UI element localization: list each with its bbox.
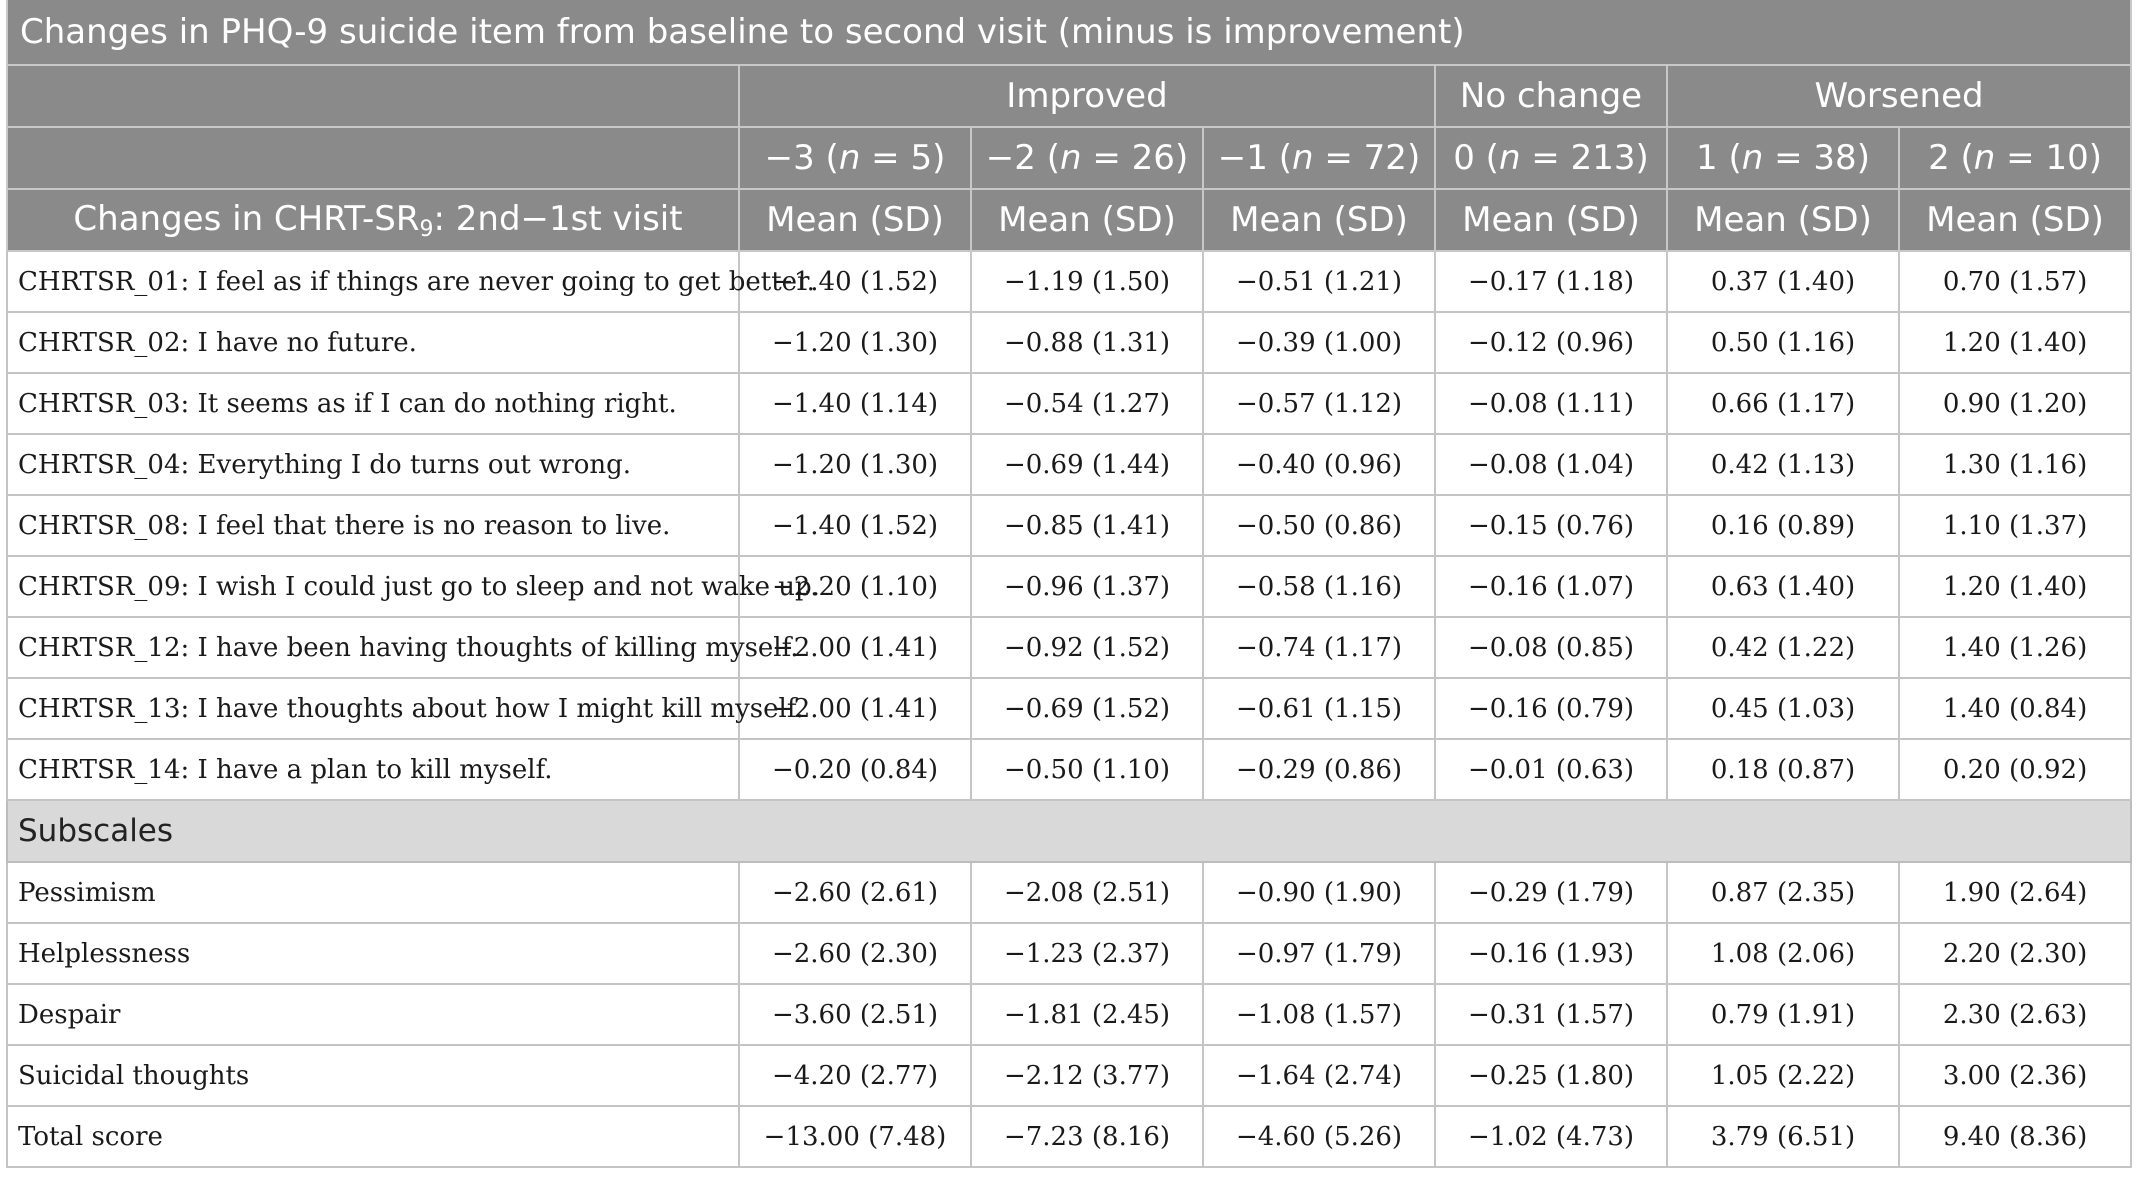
row-label: CHRTSR_03: It seems as if I can do nothing right. xyxy=(7,373,739,434)
table-cell: −0.74 (1.17) xyxy=(1203,617,1435,678)
table-cell: −0.01 (0.63) xyxy=(1435,739,1667,800)
row-label: Despair xyxy=(7,984,739,1045)
subscales-heading: Subscales xyxy=(7,800,2131,862)
row-label: CHRTSR_14: I have a plan to kill myself. xyxy=(7,739,739,800)
change-value-header: −3 (n = 5) xyxy=(739,127,971,189)
change-value: 2 xyxy=(1928,138,1950,178)
table-cell: −0.29 (1.79) xyxy=(1435,862,1667,923)
table-cell: −0.08 (1.11) xyxy=(1435,373,1667,434)
table-cell: 1.40 (0.84) xyxy=(1899,678,2131,739)
table-cell: −3.60 (2.51) xyxy=(739,984,971,1045)
table-cell: −2.12 (3.77) xyxy=(971,1045,1203,1106)
item-row xyxy=(7,495,2131,556)
table-cell: −7.23 (8.16) xyxy=(971,1106,1203,1167)
row-label: CHRTSR_01: I feel as if things are never going to get better. xyxy=(7,251,739,312)
table-cell: −0.12 (0.96) xyxy=(1435,312,1667,373)
table-cell: 0.42 (1.13) xyxy=(1667,434,1899,495)
change-value: −2 xyxy=(985,138,1036,178)
table-cell: 3.00 (2.36) xyxy=(1899,1045,2131,1106)
subscale-row xyxy=(7,1045,2131,1106)
stat-header: Mean (SD) xyxy=(739,189,971,251)
item-row xyxy=(7,678,2131,739)
group-improved: Improved xyxy=(739,65,1435,127)
table-cell: 1.30 (1.16) xyxy=(1899,434,2131,495)
table-cell: −1.20 (1.30) xyxy=(739,312,971,373)
sample-size: 213 xyxy=(1570,138,1636,178)
table-cell: −0.25 (1.80) xyxy=(1435,1045,1667,1106)
change-value-header: 0 (n = 213) xyxy=(1435,127,1667,189)
table-cell: −2.08 (2.51) xyxy=(971,862,1203,923)
item-row xyxy=(7,373,2131,434)
table-cell: −1.81 (2.45) xyxy=(971,984,1203,1045)
group-no-change: No change xyxy=(1435,65,1667,127)
table-cell: −0.08 (0.85) xyxy=(1435,617,1667,678)
table-cell: −0.57 (1.12) xyxy=(1203,373,1435,434)
item-row xyxy=(7,434,2131,495)
change-value: 0 xyxy=(1453,138,1475,178)
row-label: CHRTSR_13: I have thoughts about how I might kill myself. xyxy=(7,678,739,739)
table-cell: −0.58 (1.16) xyxy=(1203,556,1435,617)
table-cell: 0.70 (1.57) xyxy=(1899,251,2131,312)
table-cell: −0.92 (1.52) xyxy=(971,617,1203,678)
sample-size: 26 xyxy=(1131,138,1175,178)
n-symbol: n xyxy=(1741,138,1764,178)
table-cell: −0.31 (1.57) xyxy=(1435,984,1667,1045)
item-row xyxy=(7,617,2131,678)
row-label: Total score xyxy=(7,1106,739,1167)
subscales-section-row xyxy=(7,800,2131,862)
row-header-label xyxy=(7,189,739,251)
n-symbol: n xyxy=(1973,138,1996,178)
results-table xyxy=(6,0,2132,1168)
table-cell: −0.16 (0.79) xyxy=(1435,678,1667,739)
row-header-prefix: Changes in CHRT-SR xyxy=(73,198,420,239)
table-cell: 0.20 (0.92) xyxy=(1899,739,2131,800)
change-value: −3 xyxy=(764,138,815,178)
stat-header: Mean (SD) xyxy=(971,189,1203,251)
table-cell: 1.10 (1.37) xyxy=(1899,495,2131,556)
row-label: CHRTSR_09: I wish I could just go to sleep and not wake up. xyxy=(7,556,739,617)
table-cell: −4.20 (2.77) xyxy=(739,1045,971,1106)
change-value-header: −1 (n = 72) xyxy=(1203,127,1435,189)
table-cell: 0.63 (1.40) xyxy=(1667,556,1899,617)
n-symbol: n xyxy=(1292,138,1314,178)
table-cell: −13.00 (7.48) xyxy=(739,1106,971,1167)
table-cell: 1.90 (2.64) xyxy=(1899,862,2131,923)
table-cell: −0.08 (1.04) xyxy=(1435,434,1667,495)
row-label: Helplessness xyxy=(7,923,739,984)
stat-header: Mean (SD) xyxy=(1899,189,2131,251)
table-cell: −2.60 (2.61) xyxy=(739,862,971,923)
change-value: 1 xyxy=(1696,138,1718,178)
table-cell: −0.61 (1.15) xyxy=(1203,678,1435,739)
row-label: Suicidal thoughts xyxy=(7,1045,739,1106)
table-cell: −0.50 (1.10) xyxy=(971,739,1203,800)
table-cell: 1.20 (1.40) xyxy=(1899,556,2131,617)
stat-header: Mean (SD) xyxy=(1435,189,1667,251)
table-cell: −0.69 (1.52) xyxy=(971,678,1203,739)
table-cell: 0.18 (0.87) xyxy=(1667,739,1899,800)
row-label: CHRTSR_04: Everything I do turns out wrong. xyxy=(7,434,739,495)
table-cell: 0.37 (1.40) xyxy=(1667,251,1899,312)
table-container xyxy=(6,0,2130,1168)
table-cell: −1.20 (1.30) xyxy=(739,434,971,495)
table-cell: 0.45 (1.03) xyxy=(1667,678,1899,739)
table-cell: −0.50 (0.86) xyxy=(1203,495,1435,556)
table-cell: 1.40 (1.26) xyxy=(1899,617,2131,678)
sample-size: 5 xyxy=(910,138,933,178)
table-cell: −2.20 (1.10) xyxy=(739,556,971,617)
group-header-empty xyxy=(7,65,739,127)
change-value-header: 2 (n = 10) xyxy=(1899,127,2131,189)
sample-size: 38 xyxy=(1813,138,1857,178)
subscale-row xyxy=(7,1106,2131,1167)
change-value-empty xyxy=(7,127,739,189)
table-cell: −0.20 (0.84) xyxy=(739,739,971,800)
table-cell: −0.16 (1.93) xyxy=(1435,923,1667,984)
table-cell: −1.19 (1.50) xyxy=(971,251,1203,312)
row-header-subscript: 9 xyxy=(419,216,434,242)
table-cell: 0.42 (1.22) xyxy=(1667,617,1899,678)
table-cell: −1.08 (1.57) xyxy=(1203,984,1435,1045)
table-cell: 1.20 (1.40) xyxy=(1899,312,2131,373)
table-cell: −4.60 (5.26) xyxy=(1203,1106,1435,1167)
table-cell: −1.40 (1.52) xyxy=(739,251,971,312)
stat-header: Mean (SD) xyxy=(1203,189,1435,251)
row-label: Pessimism xyxy=(7,862,739,923)
table-title: Changes in PHQ-9 suicide item from baseline to second visit (minus is improvement) xyxy=(7,0,2131,65)
table-cell: 1.08 (2.06) xyxy=(1667,923,1899,984)
table-title-row xyxy=(7,0,2131,65)
subscale-row xyxy=(7,923,2131,984)
subscale-row xyxy=(7,862,2131,923)
sample-size: 72 xyxy=(1363,138,1407,178)
sample-size: 10 xyxy=(2045,138,2089,178)
table-cell: −0.90 (1.90) xyxy=(1203,862,1435,923)
table-cell: −1.40 (1.52) xyxy=(739,495,971,556)
subscale-row xyxy=(7,984,2131,1045)
table-cell: 0.66 (1.17) xyxy=(1667,373,1899,434)
table-cell: −1.40 (1.14) xyxy=(739,373,971,434)
item-row xyxy=(7,251,2131,312)
table-cell: −0.69 (1.44) xyxy=(971,434,1203,495)
table-cell: −0.85 (1.41) xyxy=(971,495,1203,556)
row-label: CHRTSR_12: I have been having thoughts of killing myself. xyxy=(7,617,739,678)
table-cell: 9.40 (8.36) xyxy=(1899,1106,2131,1167)
item-row xyxy=(7,556,2131,617)
change-value-header: −2 (n = 26) xyxy=(971,127,1203,189)
table-cell: 3.79 (6.51) xyxy=(1667,1106,1899,1167)
column-header-row xyxy=(7,189,2131,251)
table-cell: 0.87 (2.35) xyxy=(1667,862,1899,923)
group-worsened: Worsened xyxy=(1667,65,2131,127)
group-header-row xyxy=(7,65,2131,127)
table-cell: 0.90 (1.20) xyxy=(1899,373,2131,434)
table-cell: 0.79 (1.91) xyxy=(1667,984,1899,1045)
table-cell: −1.23 (2.37) xyxy=(971,923,1203,984)
row-header-suffix: : 2nd−1st visit xyxy=(433,198,683,239)
table-cell: −0.15 (0.76) xyxy=(1435,495,1667,556)
table-cell: −2.00 (1.41) xyxy=(739,617,971,678)
item-row xyxy=(7,739,2131,800)
table-cell: −0.97 (1.79) xyxy=(1203,923,1435,984)
table-cell: −0.54 (1.27) xyxy=(971,373,1203,434)
change-value-header: 1 (n = 38) xyxy=(1667,127,1899,189)
table-cell: −0.16 (1.07) xyxy=(1435,556,1667,617)
table-cell: −2.60 (2.30) xyxy=(739,923,971,984)
item-row xyxy=(7,312,2131,373)
row-label: CHRTSR_02: I have no future. xyxy=(7,312,739,373)
table-cell: −0.96 (1.37) xyxy=(971,556,1203,617)
change-value: −1 xyxy=(1217,138,1268,178)
stat-header: Mean (SD) xyxy=(1667,189,1899,251)
table-cell: −0.88 (1.31) xyxy=(971,312,1203,373)
table-cell: −0.51 (1.21) xyxy=(1203,251,1435,312)
table-cell: −0.17 (1.18) xyxy=(1435,251,1667,312)
table-cell: −1.64 (2.74) xyxy=(1203,1045,1435,1106)
table-cell: −0.29 (0.86) xyxy=(1203,739,1435,800)
table-cell: 2.30 (2.63) xyxy=(1899,984,2131,1045)
table-cell: −2.00 (1.41) xyxy=(739,678,971,739)
table-cell: −0.39 (1.00) xyxy=(1203,312,1435,373)
n-symbol: n xyxy=(1060,138,1082,178)
table-cell: −0.40 (0.96) xyxy=(1203,434,1435,495)
table-cell: 1.05 (2.22) xyxy=(1667,1045,1899,1106)
table-cell: 2.20 (2.30) xyxy=(1899,923,2131,984)
n-symbol: n xyxy=(1498,138,1521,178)
table-cell: 0.50 (1.16) xyxy=(1667,312,1899,373)
row-label: CHRTSR_08: I feel that there is no reason to live. xyxy=(7,495,739,556)
n-symbol: n xyxy=(838,138,861,178)
table-cell: −1.02 (4.73) xyxy=(1435,1106,1667,1167)
table-cell: 0.16 (0.89) xyxy=(1667,495,1899,556)
change-value-row xyxy=(7,127,2131,189)
table-body xyxy=(7,251,2131,1167)
